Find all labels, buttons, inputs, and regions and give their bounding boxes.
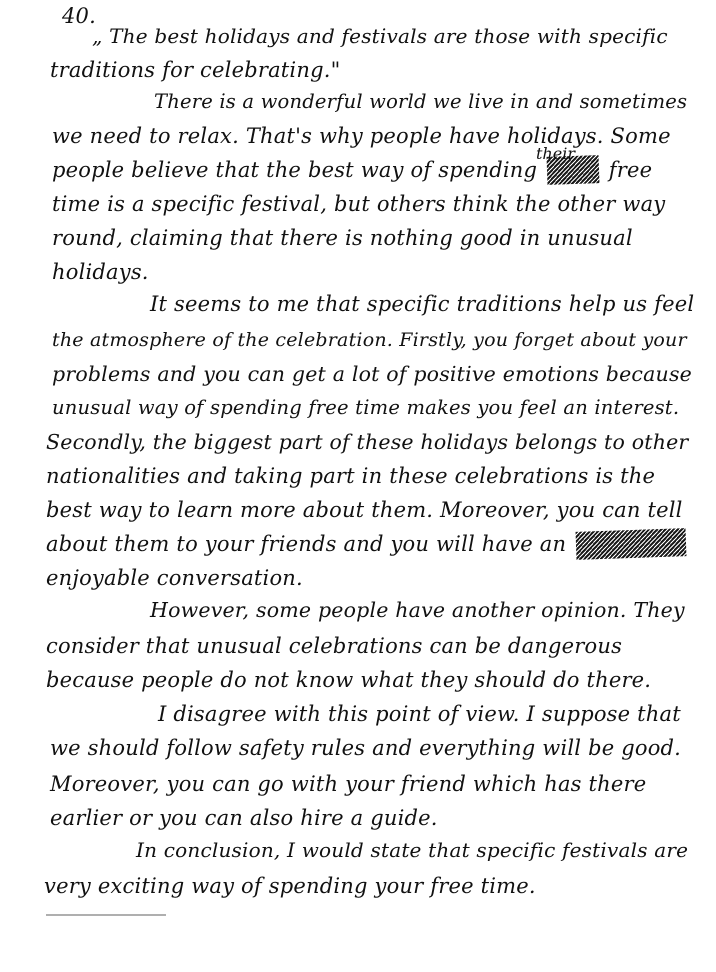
essay-line: very exciting way of spending your free time. (44, 874, 536, 898)
question-number: 40. (62, 4, 96, 28)
essay-line: earlier or you can also hire a guide. (50, 806, 438, 830)
essay-line: enjoyable conversation. (46, 566, 303, 590)
essay-line: we need to relax. That's why people have holidays. Some (52, 124, 671, 148)
essay-line: consider that unusual celebrations can be dangerous (46, 634, 623, 658)
essay-line: traditions for celebrating." (50, 58, 341, 82)
essay-line: Moreover, you can go with your friend which has there (50, 772, 647, 796)
bottom-edge-mark (46, 914, 166, 916)
essay-line: In conclusion, I would state that specific festivals are (136, 838, 689, 862)
essay-line: round, claiming that there is nothing good in unusual (52, 226, 633, 250)
essay-line: time is a specific festival, but others think the other way (52, 192, 666, 216)
essay-line: problems and you can get a lot of positive emotions because (52, 362, 692, 386)
essay-line: unusual way of spending free time makes you feel an interest. (52, 396, 680, 419)
crossed-out-word (576, 528, 687, 560)
essay-line: because people do not know what they should do there. (46, 668, 652, 692)
essay-text: about them to your friends and you will have an (46, 532, 567, 556)
essay-line: holidays. (52, 260, 149, 284)
inserted-word: their (536, 144, 575, 163)
essay-line: the atmosphere of the celebration. Firstly, you forget about your (52, 329, 687, 351)
essay-line: „ The best holidays and festivals are those with specific (92, 24, 668, 48)
essay-line: best way to learn more about them. Moreover, you can tell (46, 498, 683, 522)
essay-line: I disagree with this point of view. I suppose that (158, 702, 681, 726)
essay-line: we should follow safety rules and everything will be good. (50, 736, 682, 760)
essay-line-with-correction (46, 530, 689, 558)
essay-line: It seems to me that specific traditions help us feel (150, 292, 695, 316)
essay-text: people believe that the best way of spending (52, 158, 538, 182)
essay-line: However, some people have another opinion. They (150, 598, 685, 622)
essay-line: There is a wonderful world we live in and sometimes (154, 90, 688, 113)
essay-line: nationalities and taking part in these celebrations is the (46, 464, 656, 488)
essay-text: free (608, 158, 653, 182)
essay-line: Secondly, the biggest part of these holidays belongs to other (46, 430, 689, 454)
